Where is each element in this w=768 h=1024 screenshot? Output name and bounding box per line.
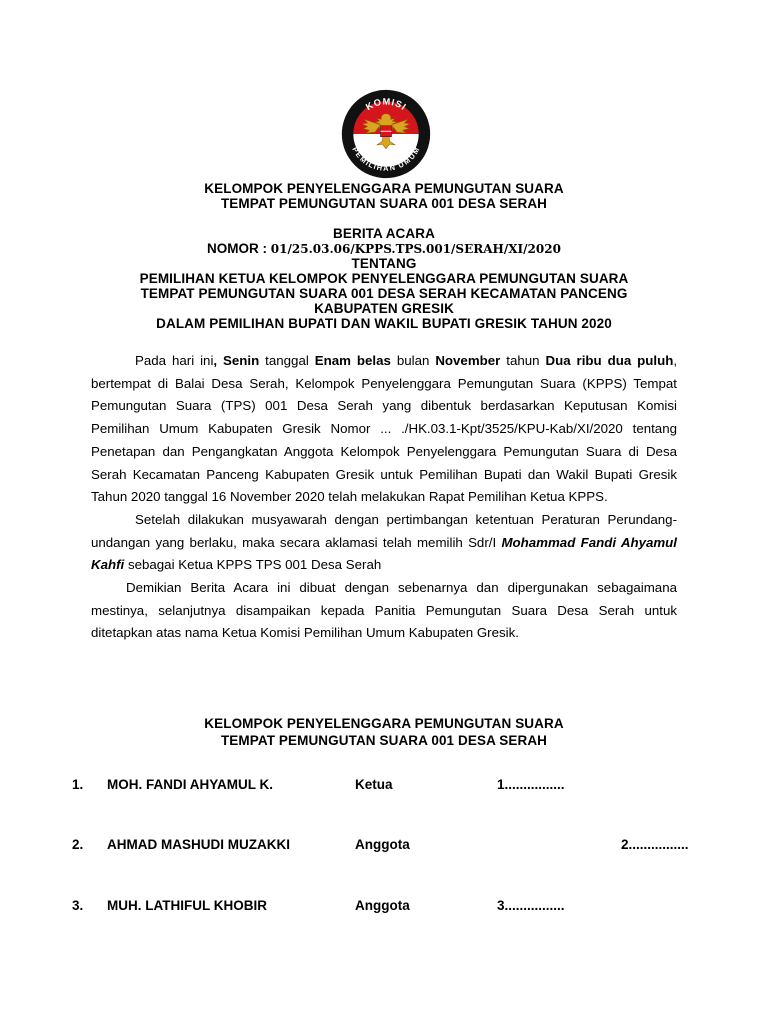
member-1-signature: 1................ <box>497 777 565 792</box>
footer-org-line1: KELOMPOK PENYELENGGARA PEMUNGUTAN SUARA <box>204 716 564 731</box>
body-text <box>91 350 677 645</box>
member-3-signature: 3................ <box>497 898 565 913</box>
nomor-label: NOMOR : <box>207 241 271 256</box>
header-org-line2: TEMPAT PEMUNGUTAN SUARA 001 DESA SERAH <box>220 196 548 211</box>
kpu-logo-icon <box>340 88 432 180</box>
logo-bottom-text: PEMILIHAN UMUM <box>350 145 422 173</box>
logo-top-text: KOMISI <box>364 96 409 113</box>
paragraph-1: Pada hari ini, Senin tanggal Enam belas bulan November tahun Dua ribu dua puluh, bertempat di Balai Desa Serah, Kelompok Penyelenggara Pemungutan Suara (KPPS) Tempat Pemungutan Suara (TPS) 001 Desa Serah yang dibentuk berdasarkan Keputusan Komisi Pemilihan Umum Kabupaten Gresik Nomor ... ./HK.03.1-Kpt/3525/KPU-Kab/XI/2020 tentang Penetapan dan Pengangkatan Anggota Kelompok Penyelenggara Pemungutan Suara di Desa Serah Kecamatan Panceng Kabupaten Gresik untuk Pemilihan Bupati dan Wakil Bupati Gresik Tahun 2020 tanggal 16 November 2020 telah melakukan Rapat Pemilihan Ketua KPPS. <box>91 353 678 505</box>
subject-line2: TEMPAT PEMUNGUTAN SUARA 001 DESA SERAH KECAMATAN PANCENG <box>140 286 628 301</box>
footer-org-line2: TEMPAT PEMUNGUTAN SUARA 001 DESA SERAH <box>220 733 548 748</box>
nomor-value: 01/25.03.06/KPPS.TPS.001/SERAH/XI/2020 <box>270 242 561 256</box>
subject-line3: KABUPATEN GRESIK <box>314 301 454 316</box>
subject-line4: DALAM PEMILIHAN BUPATI DAN WAKIL BUPATI GRESIK TAHUN 2020 <box>156 316 612 331</box>
tentang-label: TENTANG <box>351 256 417 271</box>
member-2-number: 2. <box>72 837 84 852</box>
member-3-number: 3. <box>72 898 84 913</box>
member-1-role: Ketua <box>355 777 393 792</box>
member-1-name: MOH. FANDI AHYAMUL K. <box>107 777 274 792</box>
header-org-line1: KELOMPOK PENYELENGGARA PEMUNGUTAN SUARA <box>204 181 564 196</box>
member-1-number: 1. <box>72 777 84 792</box>
paragraph-3: Demikian Berita Acara ini dibuat dengan sebenarnya dan dipergunakan sebagaimana mestinya, selanjutnya disampaikan kepada Panitia Pemungutan Suara Desa Serah untuk ditetapkan atas nama Ketua Komisi Pemilihan Umum Kabupaten Gresik. <box>91 580 677 641</box>
member-3-role: Anggota <box>355 898 410 913</box>
document-title: BERITA ACARA <box>333 226 435 241</box>
member-2-name: AHMAD MASHUDI MUZAKKI <box>107 837 290 852</box>
member-2-role: Anggota <box>355 837 410 852</box>
member-3-name: MUH. LATHIFUL KHOBIR <box>107 898 267 913</box>
paragraph-2: Setelah dilakukan musyawarah dengan pertimbangan ketentuan Peraturan Perundang-undangan yang berlaku, maka secara aklamasi telah memilih Sdr/I Mohammad Fandi Ahyamul Kahfi sebagai Ketua KPPS TPS 001 Desa Serah <box>91 511 677 573</box>
document-number <box>0 241 768 257</box>
member-2-signature: 2................ <box>621 837 689 852</box>
subject-line1: PEMILIHAN KETUA KELOMPOK PENYELENGGARA PEMUNGUTAN SUARA <box>139 271 629 286</box>
